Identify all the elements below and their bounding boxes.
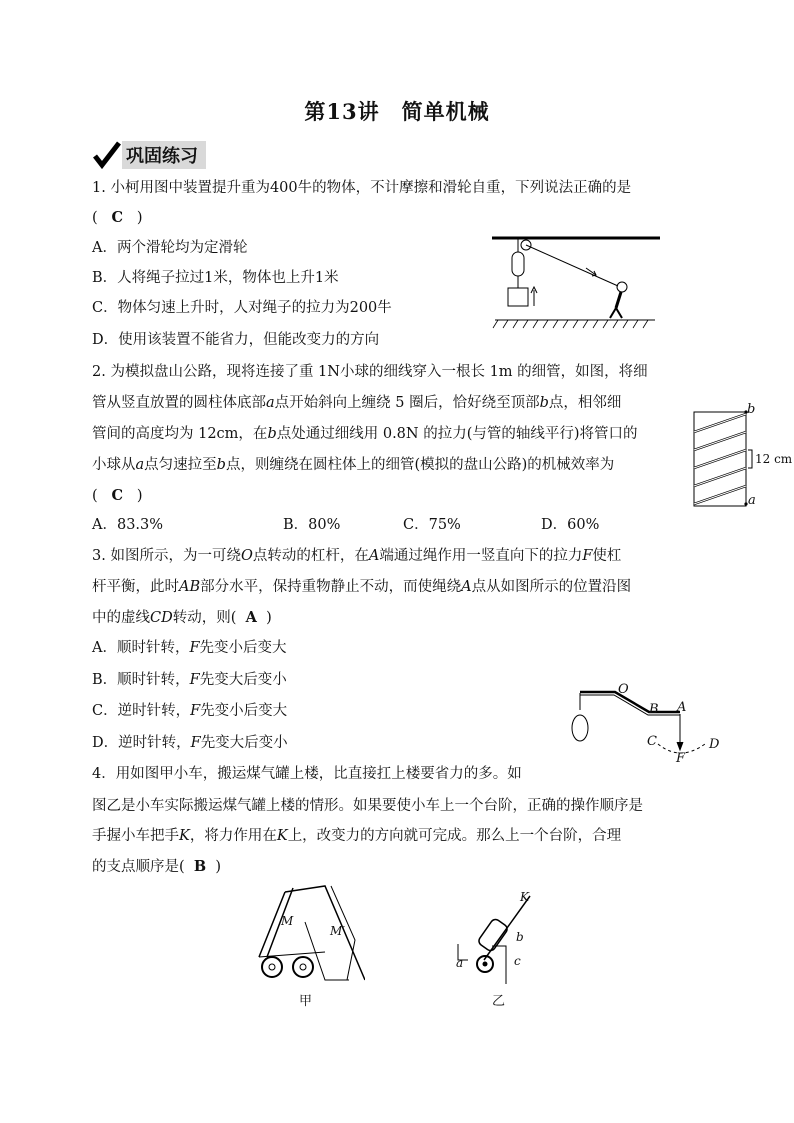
q2-line-3: 管间的高度均为 12cm，在b点处通过细线用 0.8N 的拉力(与管的轴线平行)将管口的 [92,426,638,442]
q2-option-b: B．80% [283,517,341,533]
q4-line-2: 图乙是小车实际搬运煤气罐上楼的情形。如果要使小车上一个台阶，正确的操作顺序是 [92,798,643,814]
q1-pulley-figure [490,232,662,332]
section-label: 巩固练习 [126,146,198,167]
q4-line-4: 的支点顺序是( B ) [92,858,222,875]
q1-option-d: D．使用该装置不能省力，但能改变力的方向 [92,332,380,348]
q3-fig-label-b: B [649,702,659,717]
q3-fig-label-a: A [677,700,687,715]
q4-cart-figure-jia [245,882,365,1008]
q4-jia-caption: 甲 [299,994,313,1009]
q3-option-c: C．逆时针转，F先变小后变大 [92,703,288,719]
q3-fig-label-c: C [647,734,657,749]
q2-option-c: C．75% [403,517,461,533]
q1-option-b: B．人将绳子拉过1米，物体也上升1米 [92,270,339,286]
q1-stem: 1. 小柯用图中装置提升重为400牛的物体，不计摩擦和滑轮自重，下列说法正确的是 [92,180,632,196]
q4-line-3: 手握小车把手K，将力作用在K上，改变力的方向就可完成。那么上一个台阶，合理 [92,828,622,844]
q3-fig-label-o: O [618,682,629,697]
q3-line-1: 3. 如图所示，为一可绕O点转动的杠杆，在A端通过绳作用一竖直向下的拉力F使杠 [92,548,622,564]
q1-option-a: A．两个滑轮均为定滑轮 [92,240,248,256]
check-icon [92,140,122,170]
q4-yi-caption: 乙 [492,994,506,1009]
q2-fig-label-a: a [748,493,756,508]
section-header [92,140,206,170]
q3-lever-figure [565,680,735,770]
q4-jia-label-m: M [281,914,294,928]
q2-answer: ( C ) [92,487,143,504]
q1-answer: ( C ) [92,209,143,226]
q3-line-2: 杆平衡，此时AB部分水平，保持重物静止不动，而使绳绕A点从如图所示的位置沿图 [92,579,632,595]
q2-fig-label-b: b [747,402,756,417]
q2-option-a: A．83.3% [92,517,164,533]
q1-option-c: C．物体匀速上升时，人对绳子的拉力为200牛 [92,300,392,316]
q2-line-2: 管从竖直放置的圆柱体底部a点开始斜向上缠绕 5 圈后，恰好绕至顶部b点，相邻细 [92,395,622,411]
q4-yi-label-c: c [514,954,521,968]
q2-option-d: D．60% [541,517,600,533]
q2-cylinder-figure [690,400,793,512]
page-title: 第13讲 简单机械 [304,99,490,124]
q3-fig-label-d: D [709,737,720,752]
q4-cart-figure-yi [452,888,542,1008]
q3-option-b: B．顺时针转，F先变大后变小 [92,672,287,688]
q4-yi-label-a: a [456,956,464,970]
q4-line-1: 4．用如图甲小车，搬运煤气罐上楼，比直接扛上楼要省力的多。如 [92,766,522,782]
q2-fig-height-label: 12 cm [755,452,793,466]
q3-fig-label-f: F [676,751,686,766]
q4-yi-label-b: b [516,930,524,944]
q2-line-4: 小球从a点匀速拉至b点，则缠绕在圆柱体上的细管(模拟的盘山公路)的机械效率为 [92,457,615,473]
q2-line-1: 2. 为模拟盘山公路，现将连接了重 1N小球的细线穿入一根长 1m 的细管，如图，将细 [92,364,648,380]
q4-yi-label-k: K [520,890,529,904]
q3-line-3: 中的虚线CD转动，则( A ) [92,609,272,626]
q3-option-a: A．顺时针转，F先变小后变大 [92,640,287,656]
q3-option-d: D．逆时针转，F先变大后变小 [92,735,288,751]
q4-jia-label-mp: M′ [330,924,346,938]
